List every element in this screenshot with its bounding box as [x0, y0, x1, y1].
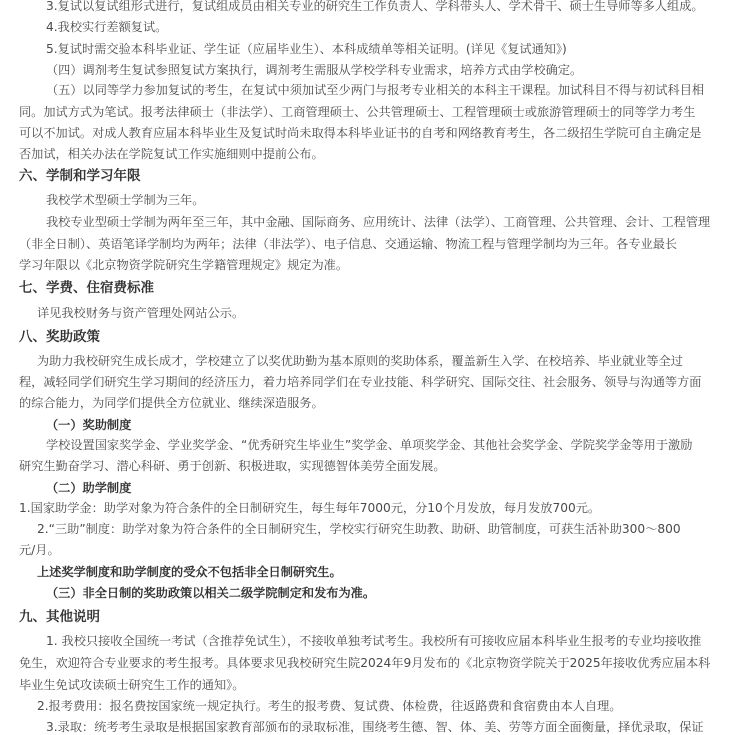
- paragraph-line: 1. 我校只接收全国统一考试（含推荐免试生），不接收单独考试考生。我校所有可接收应届本科毕业生报考的专业均接收推: [46, 634, 702, 648]
- paragraph-line: 2.“三助”制度：助学对象为符合条件的全日制研究生，学校实行研究生助教、助研、助管制度，可获生活补助300～800: [37, 522, 681, 536]
- paragraph-line: 为助力我校研究生成长成才，学校建立了以奖优助勤为基本原则的奖助体系，覆盖新生入学、在校培养、毕业就业等全过: [37, 354, 683, 368]
- section-heading: 九、其他说明: [19, 609, 100, 625]
- section-heading: 七、学费、住宿费标准: [19, 280, 154, 296]
- paragraph-line: 同。加试方式为笔试。报考法律硕士（非法学）、工商管理硕士、公共管理硕士、工程管理硕士或旅游管理硕士的同等学力考生: [19, 105, 696, 119]
- paragraph-line: （四）调剂考生复试参照复试方案执行，调剂考生需服从学校学科专业需求，培养方式由学校确定。: [46, 63, 583, 77]
- paragraph-line: 研究生勤奋学习、潜心科研、勇于创新、积极进取，实现德智体美劳全面发展。: [19, 459, 446, 473]
- section-heading: 六、学制和学习年限: [19, 168, 141, 184]
- paragraph-line: 否加试，相关办法在学院复试工作实施细则中提前公布。: [19, 147, 324, 161]
- subsection-heading: （二）助学制度: [46, 481, 132, 495]
- paragraph-line: 元/月。: [19, 543, 60, 557]
- paragraph-line: 3.录取：统考考生录取是根据国家教育部颁布的录取标准，围绕考生德、智、体、美、劳等方面全面衡量，择优录取，保证: [46, 720, 704, 734]
- bold-note: 上述奖学制度和助学制度的受众不包括非全日制研究生。: [37, 565, 342, 579]
- section-heading: 八、奖助政策: [19, 329, 100, 345]
- paragraph-line: 5.复试时需交验本科毕业证、学生证（应届毕业生）、本科成绩单等相关证明。(详见《复试通知》): [46, 42, 567, 56]
- paragraph-line: （非全日制）、英语笔译学制均为两年；法律（非法学）、电子信息、交通运输、物流工程与管理学制均为三年。各专业最长: [19, 237, 678, 251]
- paragraph-line: 4.我校实行差额复试。: [46, 20, 168, 34]
- paragraph-line: 学习年限以《北京物资学院研究生学籍管理规定》规定为准。: [19, 258, 349, 272]
- subsection-heading: （一）奖助制度: [46, 418, 132, 432]
- paragraph-line: 我校学术型硕士学制为三年。: [46, 193, 205, 207]
- paragraph-line: 程，减轻同学们研究生学习期间的经济压力，着力培养同学们在专业技能、科学研究、国际交往、社会服务、领导与沟通等方面: [19, 375, 702, 389]
- paragraph-line: 的综合能力，为同学们提供全方位就业、继续深造服务。: [19, 396, 324, 410]
- paragraph-line: 3.复试以复试组形式进行，复试组成员由相关专业的研究生工作负责人、学科带头人、学术骨干、硕士生导师等多人组成。: [46, 0, 704, 13]
- paragraph-line: 毕业生免试攻读硕士研究生工作的通知》。: [19, 678, 245, 692]
- paragraph-line: 可以不加试。对成人教育应届本科毕业生及复试时尚未取得本科毕业证书的自考和网络教育考生，各二级招生学院可自主确定是: [19, 126, 702, 140]
- paragraph-line: 详见我校财务与资产管理处网站公示。: [37, 306, 245, 320]
- paragraph-line: 2.报考费用：报名费按国家统一规定执行。考生的报考费、复试费、体检费，往返路费和食宿费由本人自理。: [37, 699, 622, 713]
- paragraph-line: （五）以同等学力参加复试的考生，在复试中须加试至少两门与报考专业相关的本科主干课程。加试科目不得与初试科目相: [46, 83, 705, 97]
- paragraph-line: 1.国家助学金：助学对象为符合条件的全日制研究生，每生每年7000元，分10个月发放，每月发放700元。: [19, 501, 601, 515]
- paragraph-line: 学校设置国家奖学金、学业奖学金、“优秀研究生毕业生”奖学金、单项奖学金、其他社会奖学金、学院奖学金等用于激励: [46, 438, 693, 452]
- paragraph-line: 我校专业型硕士学制为两年至三年，其中金融、国际商务、应用统计、法律（法学）、工商管理、公共管理、会计、工程管理: [46, 215, 711, 229]
- bold-note: （三）非全日制的奖助政策以相关二级学院制定和发布为准。: [46, 586, 376, 600]
- paragraph-line: 免生，欢迎符合专业要求的考生报考。具体要求见我校研究生院2024年9月发布的《北京物资学院关于2025年接收优秀应届本科: [19, 656, 711, 670]
